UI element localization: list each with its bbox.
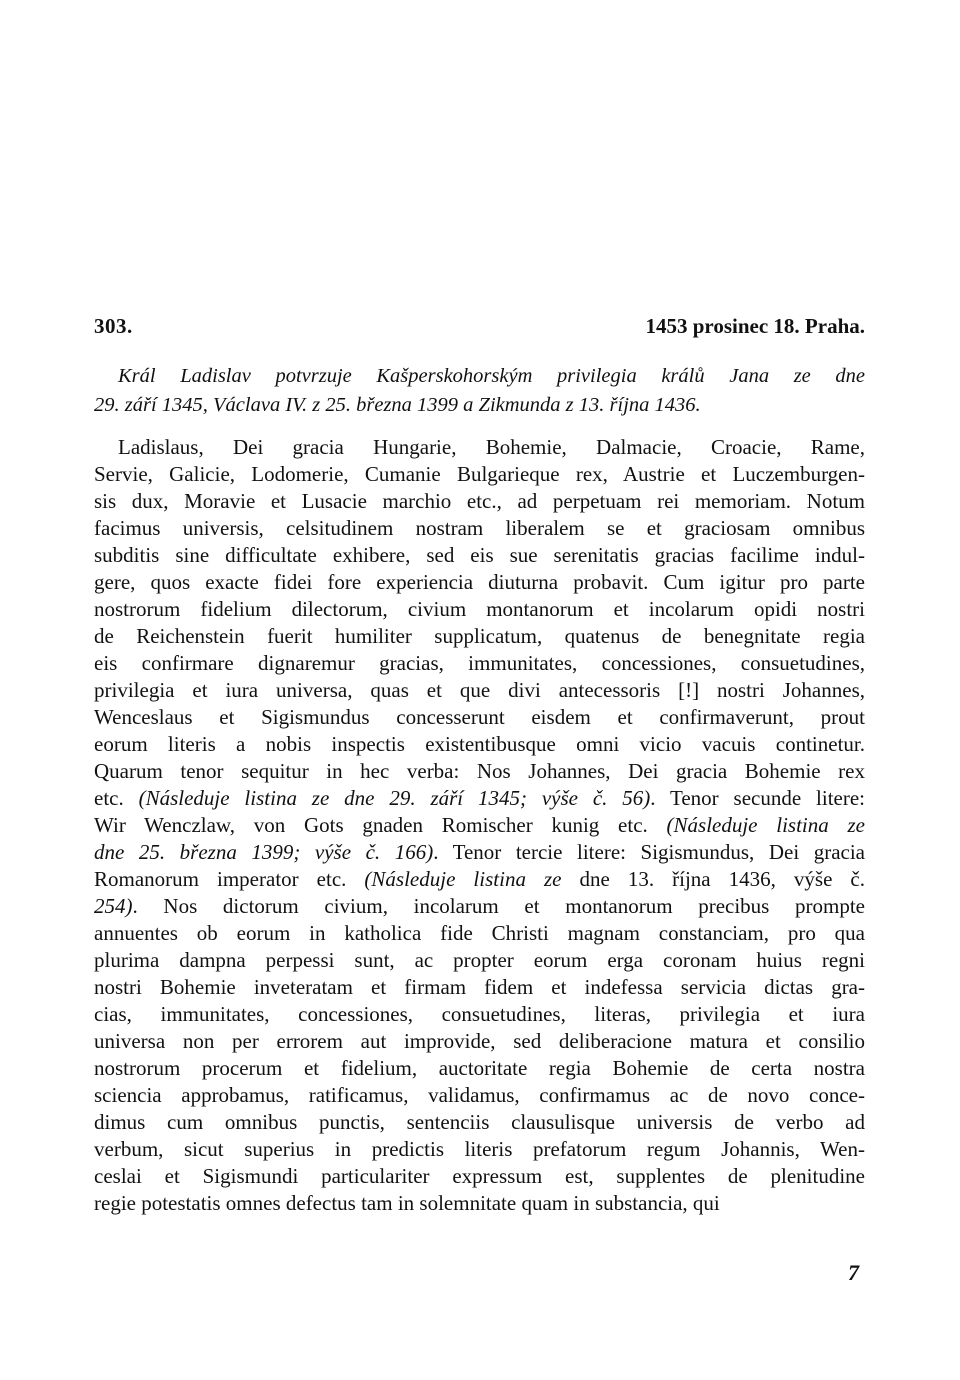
- body-line: Servie, Galicie, Lodomerie, Cumanie Bulgarieque rex, Austrie et Luczemburgen-: [94, 462, 865, 486]
- body-line: Quarum tenor sequitur in hec verba: Nos Johannes, Dei gracia Bohemie rex: [94, 759, 865, 783]
- body-line: Ladislaus, Dei gracia Hungarie, Bohemie, Dalmacie, Croacie, Rame,: [118, 435, 865, 459]
- body-line: eorum literis a nobis inspectis existentibusque omni vicio vacuis continetur.: [94, 732, 865, 756]
- page-number: 7: [848, 1260, 859, 1285]
- body-line: sciencia approbamus, ratificamus, validamus, confirmamus ac de novo conce-: [94, 1083, 865, 1107]
- body-line: etc. (Následuje listina ze dne 29. září 1345; výše č. 56). Tenor secunde litere:: [94, 786, 865, 810]
- body-line: Wenceslaus et Sigismundus concesserunt eisdem et confirmaverunt, prout: [94, 705, 865, 729]
- body-line: eis confirmare dignaremur gracias, immunitates, concessiones, consuetudines,: [94, 651, 865, 675]
- document-date-place: 1453 prosinec 18. Praha.: [645, 314, 865, 338]
- body-line: ceslai et Sigismundi particulariter expressum est, supplentes de plenitudine: [94, 1164, 865, 1188]
- body-line: nostrorum procerum et fidelium, auctoritate regia Bohemie de certa nostra: [94, 1056, 865, 1080]
- body-line: dimus cum omnibus punctis, sentenciis clausulisque universis de verbo ad: [94, 1110, 865, 1134]
- regest: [94, 362, 865, 420]
- body-line: nostrorum fidelium dilectorum, civium montanorum et incolarum opidi nostri: [94, 597, 865, 621]
- document-page: [94, 312, 865, 1217]
- body-line: cias, immunitates, concessiones, consuetudines, literas, privilegia et iura: [94, 1002, 865, 1026]
- document-number: 303.: [94, 314, 133, 338]
- body-line: facimus universis, celsitudinem nostram liberalem se et graciosam omnibus: [94, 516, 865, 540]
- body-line: gere, quos exacte fidei fore experiencia diuturna probavit. Cum igitur pro parte: [94, 570, 865, 594]
- body-line: 254). Nos dictorum civium, incolarum et montanorum precibus prompte: [94, 894, 865, 918]
- body-line: nostri Bohemie inveteratam et firmam fidem et indefessa servicia dictas gra-: [94, 975, 865, 999]
- document-body: [94, 434, 865, 1217]
- body-line: universa non per errorem aut improvide, sed deliberacione matura et consilio: [94, 1029, 865, 1053]
- body-line: annuentes ob eorum in katholica fide Christi magnam constanciam, pro qua: [94, 921, 865, 945]
- body-line: dne 25. března 1399; výše č. 166). Tenor tercie litere: Sigismundus, Dei gracia: [94, 840, 866, 864]
- body-line: de Reichenstein fuerit humiliter supplicatum, quatenus de benegnitate regia: [94, 624, 865, 648]
- body-line: subditis sine difficultate exhibere, sed eis sue serenitatis gracias facilime indul-: [94, 543, 865, 567]
- body-line: privilegia et iura universa, quas et que divi antecessoris [!] nostri Johannes,: [94, 678, 865, 702]
- body-line: Wir Wenczlaw, von Gots gnaden Romischer kunig etc. (Následuje listina ze: [94, 813, 865, 837]
- document-heading: [94, 312, 865, 340]
- regest-line: Král Ladislav potvrzuje Kašperskohorským privilegia králů Jana ze dne: [118, 365, 865, 387]
- body-line: verbum, sicut superius in predictis literis prefatorum regum Johannis, Wen-: [94, 1137, 865, 1161]
- body-line: regie potestatis omnes defectus tam in solemnitate quam in substancia, qui: [94, 1191, 720, 1215]
- body-line: sis dux, Moravie et Lusacie marchio etc., ad perpetuam rei memoriam. Notum: [94, 489, 865, 513]
- body-line: Romanorum imperator etc. (Následuje listina ze dne 13. října 1436, výše č.: [94, 867, 865, 891]
- body-line: plurima dampna perpessi sunt, ac propter eorum erga coronam huius regni: [94, 948, 865, 972]
- regest-line: 29. září 1345, Václava IV. z 25. března 1399 a Zikmunda z 13. října 1436.: [94, 394, 701, 416]
